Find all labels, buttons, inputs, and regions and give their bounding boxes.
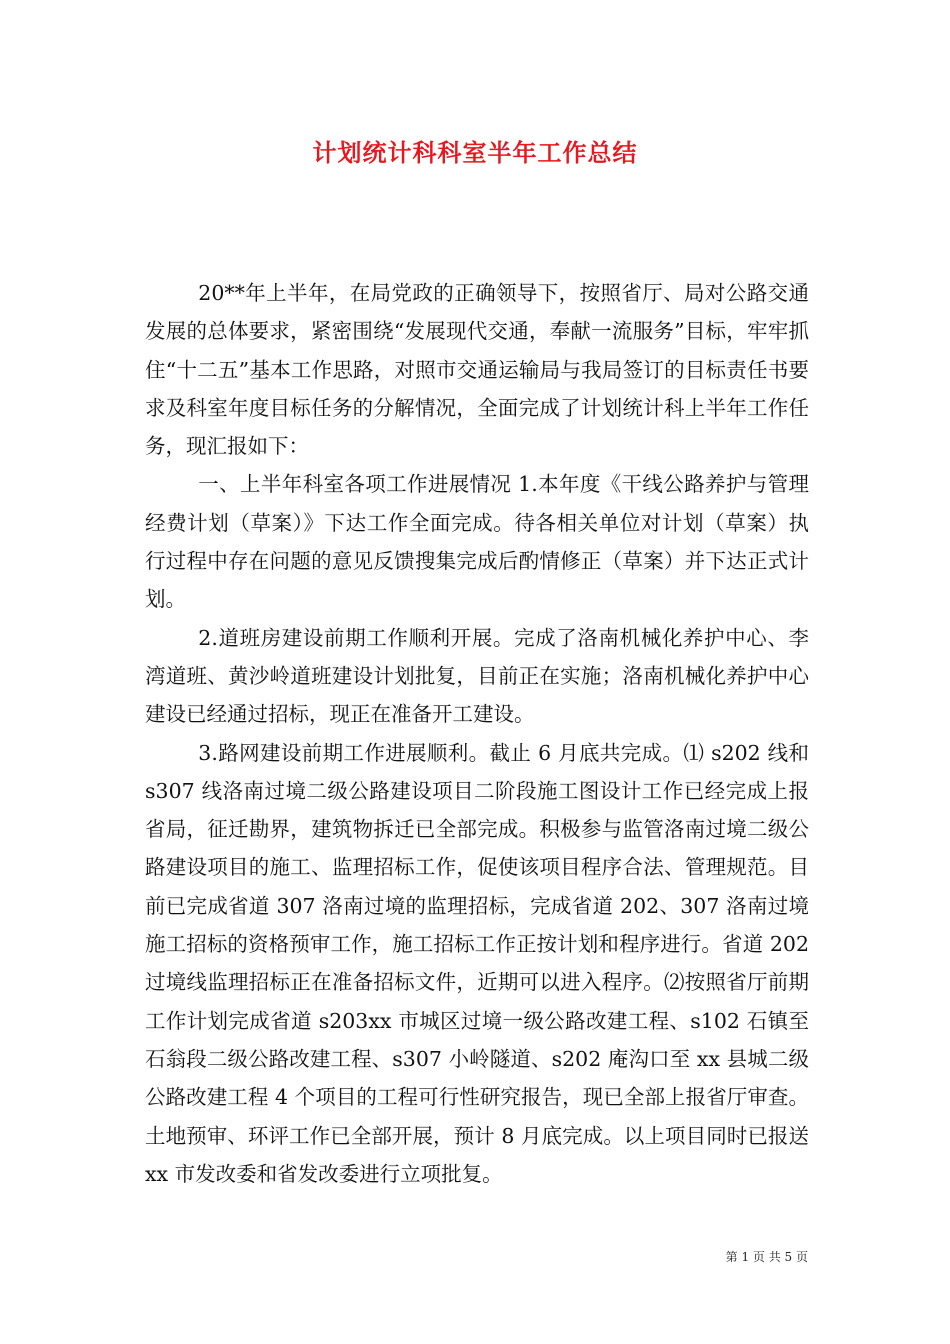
paragraph-item-3: 3.路网建设前期工作进展顺利。截止 6 月底共完成。⑴ s202 线和 s307 线洛南过境二级公路建设项目二阶段施工图设计工作已经完成上报省局，征迁勘界，建筑物拆迁已全部完成。积极参与监管洛南过境二级公路建设项目的施工、监理招标工作，促使该项目程序合法、管理规范。目前已完成省道 307 洛南过境的监理招标，完成省道 202、307 洛南过境施工招标的资格预审工作，施工招标工作正按计划和程序进行。省道 202 过境线监理招标正在准备招标文件，近期可以进入程序。⑵按照省厅前期工作计划完成省道 s203xx 市城区过境一级公路改建工程、s102 石镇至石翁段二级公路改建工程、s307 小岭隧道、s202 庵沟口至 xx 县城二级公路改建工程 4 个项目的工程可行性研究报告，现已全部上报省厅审查。土地预审、环评工作已全部开展，预计 8 月底完成。以上项目同时已报送 xx 市发改委和省发改委进行立项批复。: [145, 740, 809, 1186]
paragraph-item-2: 2.道班房建设前期工作顺利开展。完成了洛南机械化养护中心、李湾道班、黄沙岭道班建设计划批复，目前正在实施；洛南机械化养护中心建设已经通过招标，现正在准备开工建设。: [145, 625, 809, 727]
page-number-footer: 第 1 页 共 5 页: [725, 1250, 808, 1264]
document-body: [145, 274, 809, 1193]
document-title: 计划统计科科室半年工作总结: [312, 139, 638, 167]
paragraph-intro: 20**年上半年，在局党政的正确领导下，按照省厅、局对公路交通发展的总体要求，紧密围绕“发展现代交通，奉献一流服务”目标，牢牢抓住“十二五”基本工作思路，对照市交通运输局与我局签订的目标责任书要求及科室年度目标任务的分解情况，全面完成了计划统计科上半年工作任务，现汇报如下：: [145, 281, 809, 459]
paragraph-section-1: 一、上半年科室各项工作进展情况 1.本年度《干线公路养护与管理经费计划（草案）》下达工作全面完成。待各相关单位对计划（草案）执行过程中存在问题的意见反馈搜集完成后酌情修正（草案）并下达正式计划。: [145, 472, 809, 612]
